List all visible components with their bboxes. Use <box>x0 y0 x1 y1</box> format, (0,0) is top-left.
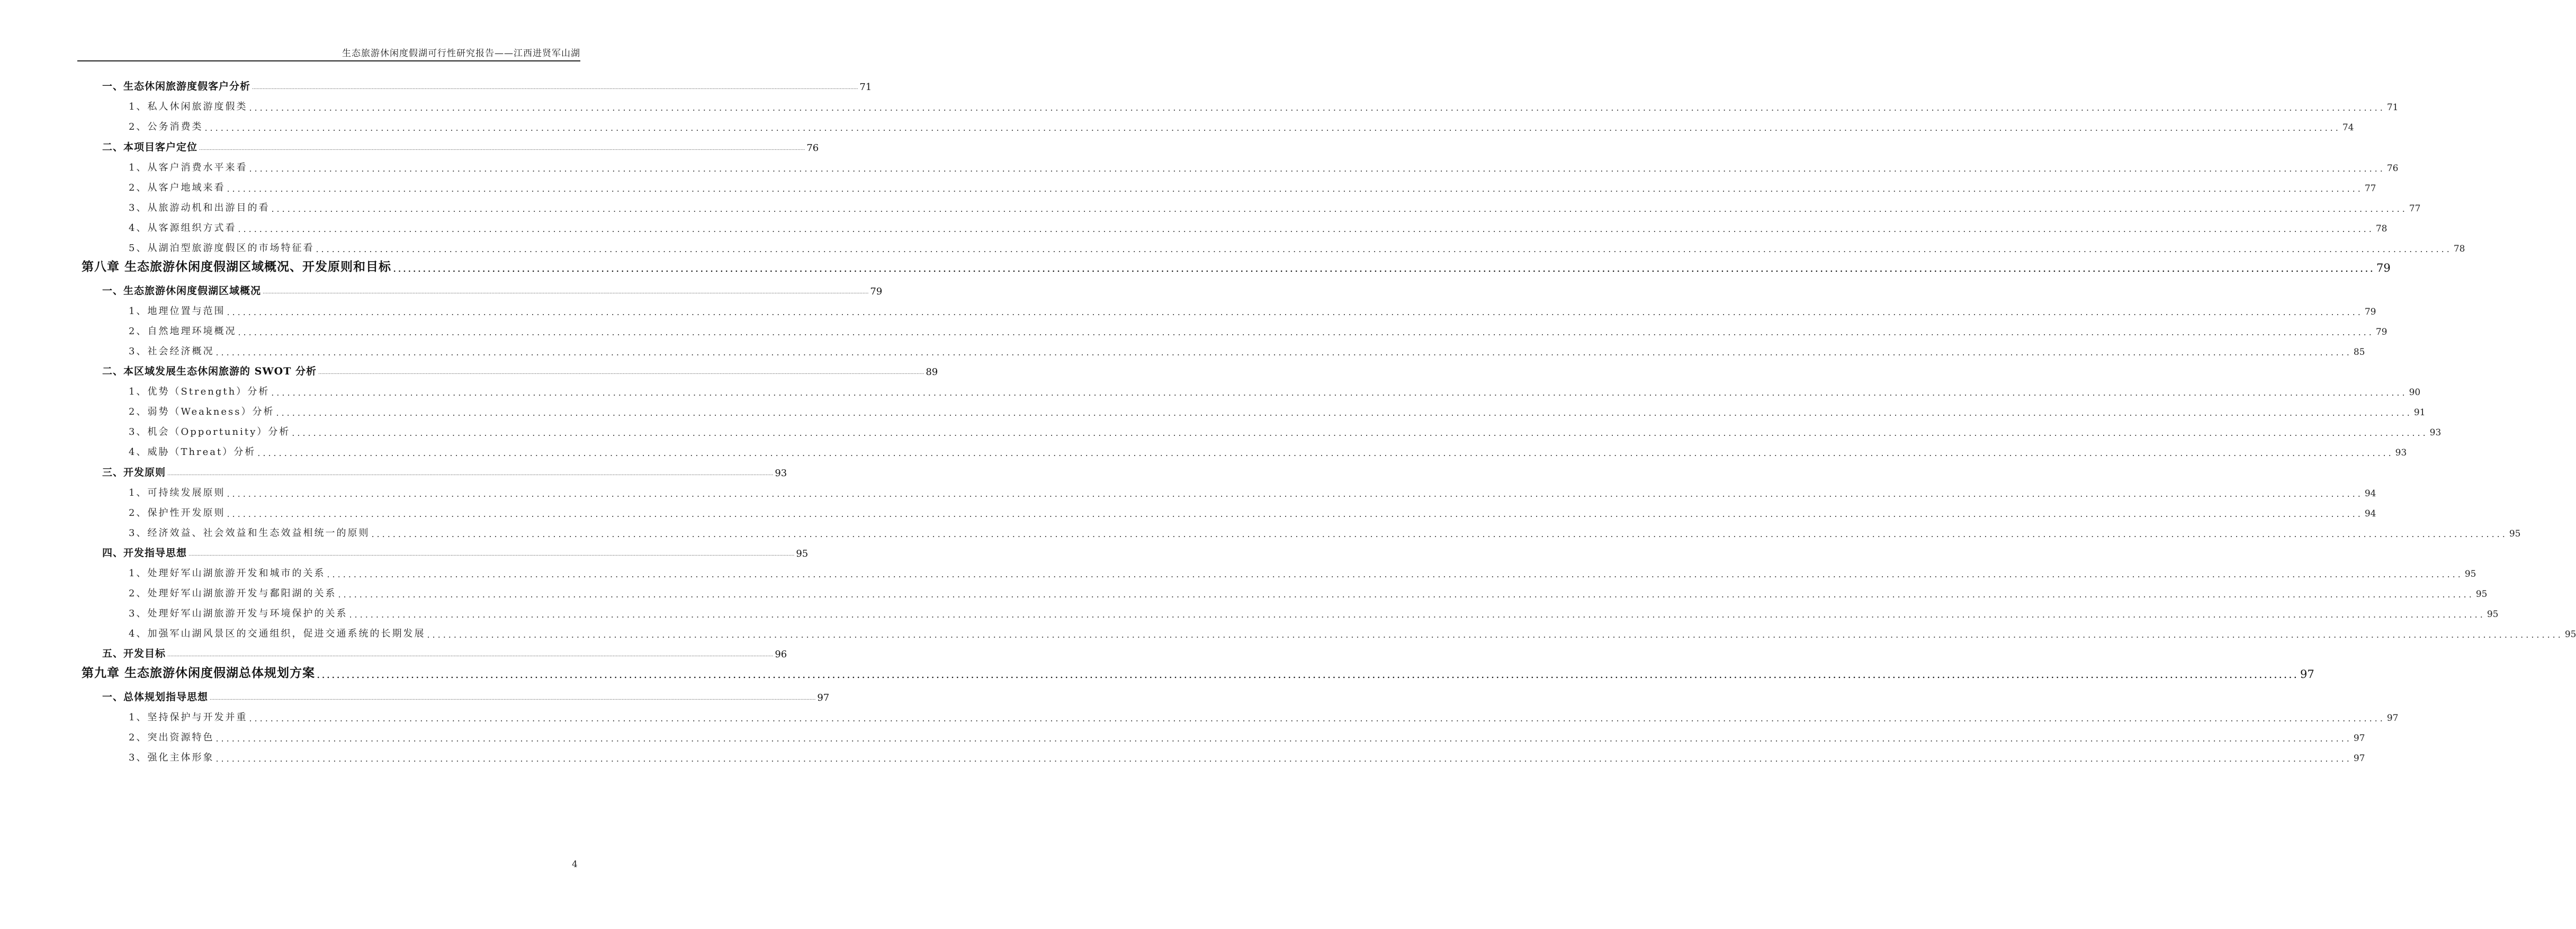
toc-dot-leader: ................................................................................................................................................................................................................................................................................................................................................................................................................ <box>371 529 2508 539</box>
toc-dot-leader: ................................................................................................................................................................................................................................................................................................................................................................................................................ <box>271 388 2408 398</box>
toc-entry-section <box>102 687 830 703</box>
toc-page-number: 97 <box>2353 753 2365 764</box>
toc-page-number: 77 <box>2409 203 2421 214</box>
toc-page-number: 97 <box>2386 713 2399 723</box>
toc-page-number: 97 <box>2353 733 2365 744</box>
toc-page-number: 97 <box>2300 668 2314 681</box>
toc-entry-title: 2、保护性开发原则 <box>129 507 226 519</box>
toc-entry-title: 二、本项目客户定位 <box>102 141 198 153</box>
toc-dot-leader: ................................................................................................................................................................................................................................................................................................................................................................................................................ <box>199 146 805 151</box>
toc-entry-title: 1、从客户消费水平来看 <box>129 162 248 173</box>
toc-dot-leader: ................................................................................................................................................................................................................................................................................................................................................................................................................ <box>216 734 2352 744</box>
toc-entry-title: 1、地理位置与范围 <box>129 306 226 317</box>
toc-dot-leader: ................................................................................................................................................................................................................................................................................................................................................................................................................ <box>276 408 2412 418</box>
toc-page-number: 77 <box>2364 183 2376 194</box>
toc-dot-leader: ................................................................................................................................................................................................................................................................................................................................................................................................................ <box>249 713 2385 723</box>
toc-dot-leader: ................................................................................................................................................................................................................................................................................................................................................................................................................ <box>249 164 2385 174</box>
toc-dot-leader: ................................................................................................................................................................................................................................................................................................................................................................................................................ <box>216 347 2352 358</box>
toc-dot-leader: ................................................................................................................................................................................................................................................................................................................................................................................................................ <box>227 489 2363 499</box>
toc-entry-item <box>129 584 2488 600</box>
toc-entry-item <box>129 604 2499 620</box>
toc-entry-title: 3、从旅游动机和出游目的看 <box>129 202 270 213</box>
toc-entry-title: 三、开发原则 <box>102 467 166 478</box>
toc-page-number: 97 <box>817 692 830 703</box>
toc-entry-section <box>102 644 787 660</box>
toc-entry-title: 1、可持续发展原则 <box>129 487 226 498</box>
toc-entry-section <box>102 281 883 297</box>
toc-entry-title: 3、社会经济概况 <box>129 346 214 357</box>
toc-entry-title: 4、从客源组织方式看 <box>129 222 237 234</box>
toc-entry-title: 一、生态旅游休闲度假湖区域概况 <box>102 285 262 297</box>
toc-entry-title: 3、经济效益、社会效益和生态效益相统一的原则 <box>129 528 370 539</box>
toc-entry-item <box>129 483 2376 499</box>
toc-entry-title: 2、突出资源特色 <box>129 732 214 743</box>
toc-entry-section <box>102 362 938 378</box>
toc-entry-title: 3、强化主体形象 <box>129 752 214 763</box>
toc-page-number: 79 <box>870 286 883 297</box>
toc-entry-chapter <box>82 665 2314 681</box>
running-header: 生态旅游休闲度假湖可行性研究报告——江西进贤军山湖 <box>342 48 580 59</box>
toc-page-number: 78 <box>2453 244 2465 254</box>
toc-page-number: 95 <box>796 548 809 559</box>
toc-page-number: 95 <box>2564 629 2576 640</box>
toc-entry-title: 2、处理好军山湖旅游开发与鄱阳湖的关系 <box>129 588 337 599</box>
toc-dot-leader: ................................................................................................................................................................................................................................................................................................................................................................................................................ <box>238 327 2374 337</box>
toc-page-number: 95 <box>2475 589 2488 600</box>
toc-entry-title: 4、加强军山湖风景区的交通组织，促进交通系统的长期发展 <box>129 628 426 639</box>
toc-page-number: 90 <box>2409 387 2421 398</box>
toc-entry-title: 2、公务消费类 <box>129 121 203 132</box>
toc-page-number: 74 <box>2342 122 2354 133</box>
toc-page-number: 91 <box>2413 407 2426 418</box>
toc-dot-leader: ................................................................................................................................................................................................................................................................................................................................................................................................................ <box>252 85 858 91</box>
toc-dot-leader: ................................................................................................................................................................................................................................................................................................................................................................................................................ <box>316 244 2452 254</box>
toc-dot-leader: ................................................................................................................................................................................................................................................................................................................................................................................................................ <box>227 307 2363 317</box>
toc-dot-leader: ................................................................................................................................................................................................................................................................................................................................................................................................................ <box>216 754 2352 764</box>
toc-entry-item <box>129 198 2421 214</box>
toc-entry-item <box>129 238 2465 254</box>
toc-dot-leader: ................................................................................................................................................................................................................................................................................................................................................................................................................ <box>427 630 2563 640</box>
toc-entry-title: 四、开发指导思想 <box>102 547 187 559</box>
toc-page-number: 93 <box>2429 427 2442 438</box>
toc-entry-item <box>129 97 2399 113</box>
toc-page-number: 71 <box>2386 102 2399 113</box>
page-number: 4 <box>572 859 578 870</box>
toc-dot-leader: ................................................................................................................................................................................................................................................................................................................................................................................................................ <box>227 509 2363 519</box>
toc-dot-leader: ................................................................................................................................................................................................................................................................................................................................................................................................................ <box>210 696 816 701</box>
toc-entry-item <box>129 218 2387 234</box>
toc-dot-leader: ................................................................................................................................................................................................................................................................................................................................................................................................................ <box>317 668 2299 681</box>
toc-entry-item <box>129 728 2365 744</box>
toc-entry-item <box>129 708 2399 723</box>
toc-entry-item <box>129 422 2442 438</box>
toc-dot-leader: ................................................................................................................................................................................................................................................................................................................................................................................................................ <box>318 370 925 376</box>
toc-dot-leader: ................................................................................................................................................................................................................................................................................................................................................................................................................ <box>204 123 2341 133</box>
toc-entry-title: 一、生态休闲旅游度假客户分析 <box>102 81 251 92</box>
toc-entry-title: 5、从湖泊型旅游度假区的市场特征看 <box>129 243 315 254</box>
toc-dot-leader: ................................................................................................................................................................................................................................................................................................................................................................................................................ <box>189 552 795 557</box>
toc-entry-item <box>129 117 2354 133</box>
toc-entry-item <box>129 178 2376 194</box>
toc-page-number: 76 <box>2386 163 2399 174</box>
toc-entry-title: 二、本区域发展生态休闲旅游的 SWOT 分析 <box>102 365 317 377</box>
toc-entry-title: 3、处理好军山湖旅游开发与环境保护的关系 <box>129 608 348 619</box>
toc-page-number: 93 <box>2395 448 2407 458</box>
toc-dot-leader: ................................................................................................................................................................................................................................................................................................................................................................................................................ <box>349 610 2485 620</box>
toc-page-number: 79 <box>2364 307 2376 317</box>
toc-page-number: 76 <box>806 142 819 154</box>
toc-entry-item <box>129 158 2399 174</box>
toc-page-number: 79 <box>2375 327 2387 337</box>
toc-page-number: 96 <box>775 649 787 660</box>
toc-entry-title: 3、机会（Opportunity）分析 <box>129 426 291 437</box>
header-rule <box>77 60 580 61</box>
toc-entry-item <box>129 503 2376 519</box>
toc-dot-leader: ................................................................................................................................................................................................................................................................................................................................................................................................................ <box>338 589 2474 600</box>
toc-entry-title: 五、开发目标 <box>102 648 166 659</box>
toc-entry-title: 1、优势（Strength）分析 <box>129 386 270 397</box>
toc-entry-title: 1、处理好军山湖旅游开发和城市的关系 <box>129 568 326 579</box>
toc-entry-title: 2、从客户地域来看 <box>129 182 226 193</box>
toc-entry-title: 第八章 生态旅游休闲度假湖区域概况、开发原则和目标 <box>82 260 392 274</box>
toc-page-number: 94 <box>2364 488 2376 499</box>
toc-entry-title: 4、威胁（Threat）分析 <box>129 446 256 458</box>
toc-dot-leader: ................................................................................................................................................................................................................................................................................................................................................................................................................ <box>393 262 2375 274</box>
toc-entry-title: 1、坚持保护与开发并重 <box>129 712 248 723</box>
toc-page-number: 85 <box>2353 347 2365 358</box>
toc-entry-section <box>102 77 872 93</box>
toc-entry-item <box>129 748 2365 764</box>
toc-page-number: 95 <box>2509 529 2521 539</box>
toc-dot-leader: ................................................................................................................................................................................................................................................................................................................................................................................................................ <box>292 428 2428 438</box>
toc-entry-title: 第九章 生态旅游休闲度假湖总体规划方案 <box>82 666 316 680</box>
toc-entry-item <box>129 321 2387 337</box>
toc-entry-item <box>129 382 2421 398</box>
toc-entry-section <box>102 138 819 154</box>
toc-page-number: 95 <box>2464 569 2476 579</box>
toc-entry-item <box>129 442 2407 458</box>
toc-entry-section <box>102 543 809 559</box>
toc-entry-title: 1、私人休闲旅游度假类 <box>129 101 248 112</box>
toc-entry-item <box>129 342 2365 358</box>
toc-entry-section <box>102 463 787 479</box>
toc-dot-leader: ................................................................................................................................................................................................................................................................................................................................................................................................................ <box>263 290 869 295</box>
toc-page-number: 71 <box>859 82 872 93</box>
toc-page-number: 79 <box>2376 262 2391 274</box>
toc-page-number: 93 <box>775 468 787 479</box>
toc-entry-item <box>129 301 2376 317</box>
toc-dot-leader: ................................................................................................................................................................................................................................................................................................................................................................................................................ <box>167 471 774 477</box>
toc-dot-leader: ................................................................................................................................................................................................................................................................................................................................................................................................................ <box>227 184 2363 194</box>
toc-dot-leader: ................................................................................................................................................................................................................................................................................................................................................................................................................ <box>249 103 2385 113</box>
toc-entry-title: 2、弱势（Weakness）分析 <box>129 406 275 417</box>
toc-entry-item <box>129 402 2426 418</box>
toc-dot-leader: ................................................................................................................................................................................................................................................................................................................................................................................................................ <box>257 448 2394 458</box>
toc-entry-title: 2、自然地理环境概况 <box>129 326 237 337</box>
toc-entry-title: 一、总体规划指导思想 <box>102 691 209 703</box>
toc-page-number: 94 <box>2364 508 2376 519</box>
toc-dot-leader: ................................................................................................................................................................................................................................................................................................................................................................................................................ <box>238 224 2374 234</box>
toc-entry-item <box>129 564 2476 579</box>
toc-entry-chapter <box>82 258 2391 274</box>
toc-dot-leader: ................................................................................................................................................................................................................................................................................................................................................................................................................ <box>327 569 2463 579</box>
toc-entry-item <box>129 523 2521 539</box>
toc-page-number: 89 <box>926 367 938 378</box>
toc-page-number: 78 <box>2375 224 2387 234</box>
toc-dot-leader: ................................................................................................................................................................................................................................................................................................................................................................................................................ <box>271 204 2408 214</box>
toc-entry-item <box>129 624 2576 640</box>
toc-dot-leader: ................................................................................................................................................................................................................................................................................................................................................................................................................ <box>167 653 774 658</box>
toc-page-number: 95 <box>2487 609 2499 620</box>
